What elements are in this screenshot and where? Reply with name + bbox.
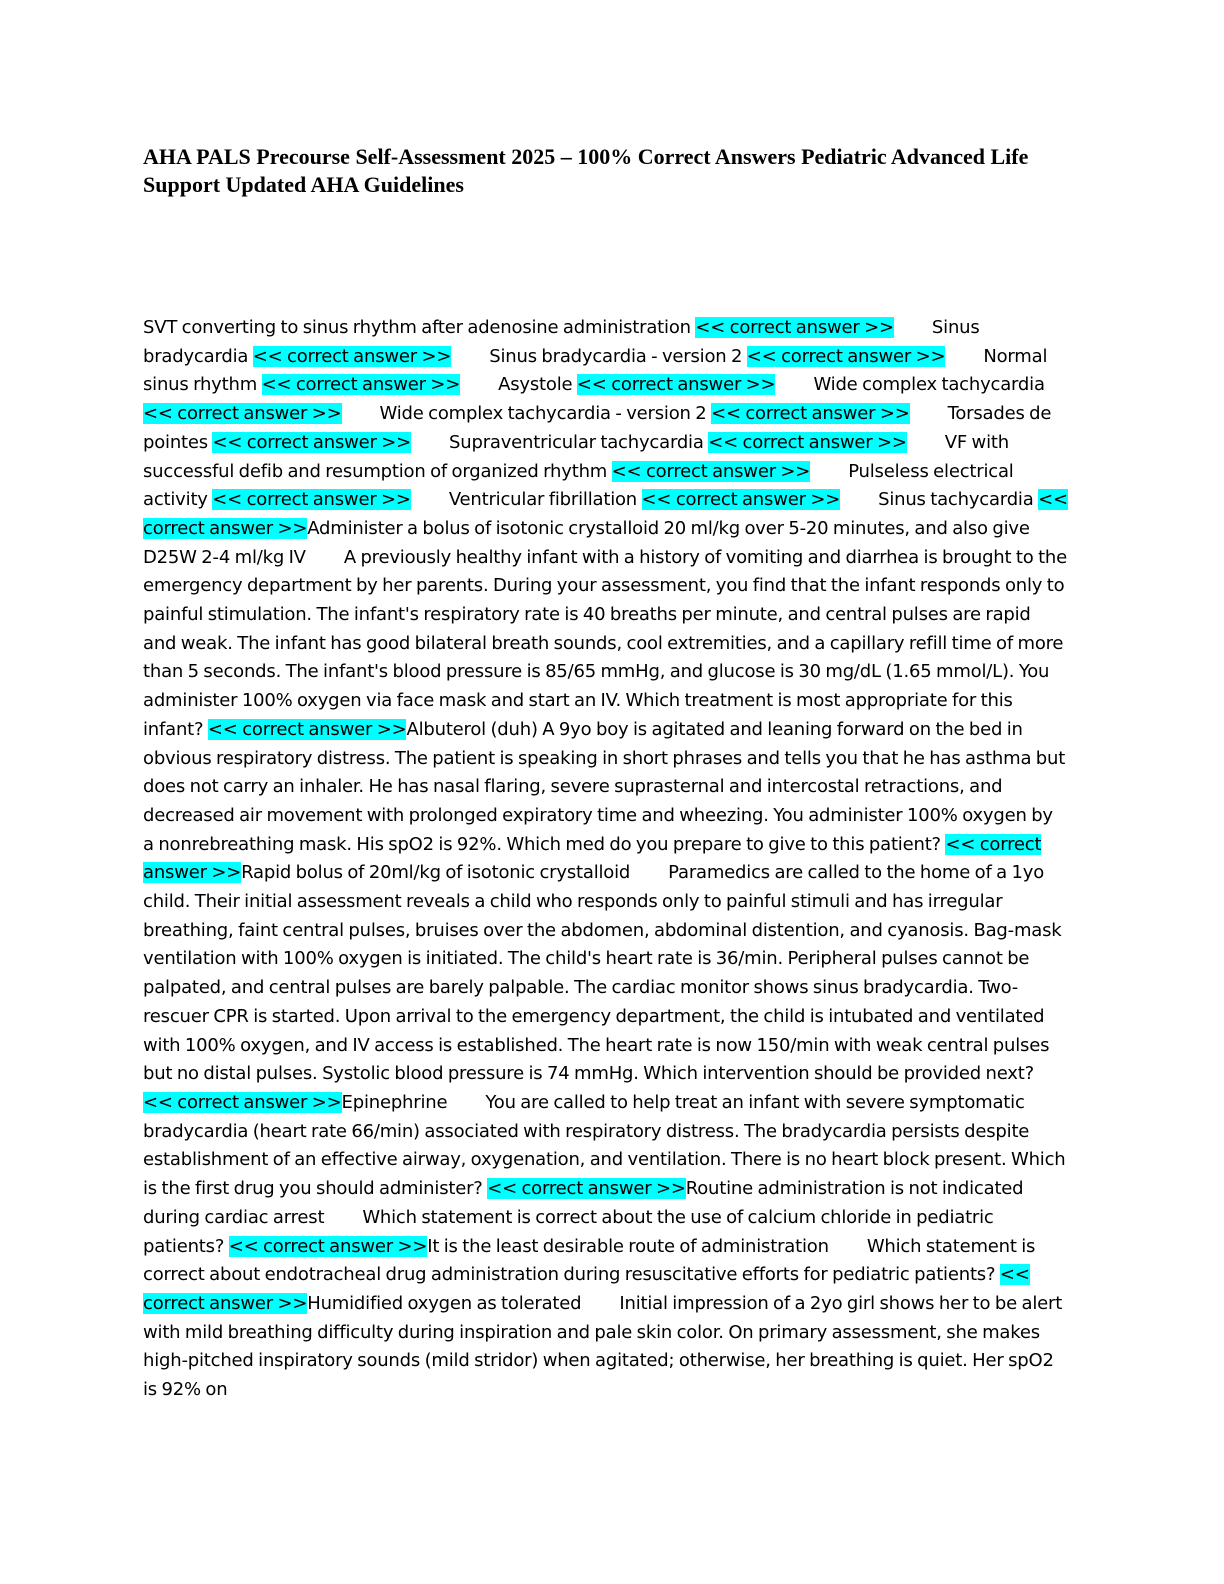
text-segment: Epinephrine xyxy=(341,1091,448,1113)
correct-answer-marker: << correct answer >> xyxy=(708,431,907,453)
correct-answer-marker: << correct answer >> xyxy=(611,460,811,482)
text-segment: Humidified oxygen as tolerated xyxy=(307,1292,582,1314)
correct-answer-marker: << correct answer >> xyxy=(261,374,461,396)
correct-answer-marker: << correct answer >> xyxy=(228,1235,428,1257)
correct-answer-marker: << correct answer >> xyxy=(212,431,412,453)
correct-answer-marker: << correct answer >> xyxy=(695,317,894,338)
text-segment: Pulseless electrical activity xyxy=(143,460,1014,511)
text-segment: A previously healthy infant with a history of vomiting and diarrhea is brought to the emergency department by her parents. During your assessment, you find that the infant responds only to painful stimulation. The infant's respiratory rate is 40 breaths per minute, and central pulses are rapid and weak. The infant has good bilateral breath sounds, cool extremities, and a capillary refill time of more than 5 seconds. The infant's blood pressure is 85/65 mmHg, and glucose is 30 mg/dL (1.65 mmol/L). You administer 100% oxygen via face mask and start an IV. Which treatment is most appropriate for this infant? xyxy=(143,546,1068,740)
text-segment: Supraventricular tachycardia xyxy=(449,431,709,453)
text-segment: Rapid bolus of 20ml/kg of isotonic crystalloid xyxy=(241,862,631,884)
text-segment: Normal sinus rhythm xyxy=(143,345,1048,396)
correct-answer-marker: << correct answer >> xyxy=(252,345,452,367)
correct-answer-marker: << correct answer >> xyxy=(576,374,776,396)
correct-answer-marker: << correct answer >> xyxy=(487,1178,686,1200)
correct-answer-marker: << correct answer >> xyxy=(143,833,1042,884)
text-segment: Routine administration is not indicated during cardiac arrest xyxy=(143,1178,1024,1228)
correct-answer-marker: << correct answer >> xyxy=(746,345,946,367)
correct-answer-marker: << correct answer >> xyxy=(143,1091,342,1113)
correct-answer-marker: << correct answer >> xyxy=(143,403,342,425)
text-segment: Wide complex tachycardia xyxy=(813,374,1045,396)
text-segment: Initial impression of a 2yo girl shows her to be alert with mild breathing difficulty during inspiration and pale skin color. On primary assessment, she makes high-pitched inspiratory sounds (mild stridor) when agitated; otherwise, her breathing is quiet. Her spO2 is 92% on xyxy=(143,1292,1063,1401)
text-segment: Sinus bradycardia xyxy=(143,317,980,367)
correct-answer-marker: << correct answer >> xyxy=(143,1264,1030,1314)
text-segment: SVT converting to sinus rhythm after adenosine administration xyxy=(143,317,696,338)
correct-answer-marker: << correct answer >> xyxy=(207,718,407,740)
document-title: AHA PALS Precourse Self-Assessment 2025 – 100% Correct Answers Pediatric Advanced Life Support Updated AHA Guidelines xyxy=(143,144,1029,197)
text-segment: Sinus bradycardia - version 2 xyxy=(489,345,747,367)
text-segment: Ventricular fibrillation xyxy=(448,489,642,511)
text-segment: Albuterol (duh) A 9yo boy is agitated and leaning forward on the bed in obvious respiratory distress. The patient is speaking in short phrases and tells you that he has asthma but does not carry an inhaler. He has nasal flaring, severe suprasternal and intercostal retractions, and decreased air movement with prolonged expiratory time and wheezing. You administer 100% oxygen by a nonrebreathing mask. His spO2 is 92%. Which med do you prepare to give to this patient? xyxy=(143,718,1066,855)
correct-answer-marker: << correct answer >> xyxy=(143,489,1068,539)
text-segment: You are called to help treat an infant with severe symptomatic bradycardia (heart rate 66/min) associated with respiratory distress. The bradycardia persists despite establishment of an effective airway, oxygenation, and ventilation. There is no heart block present. Which is the first drug you should administer? xyxy=(143,1091,1066,1200)
document-body xyxy=(143,314,1068,1405)
text-segment: Paramedics are called to the home of a 1yo child. Their initial assessment reveals a child who responds only to painful stimuli and has irregular breathing, faint central pulses, bruises over the abdomen, abdominal distention, and cyanosis. Bag-mask ventilation with 100% oxygen is initiated. The child's heart rate is 36/min. Peripheral pulses cannot be palpated, and central pulses are barely palpable. The cardiac monitor shows sinus bradycardia. Two-rescuer CPR is started. Upon arrival to the emergency department, the child is intubated and ventilated with 100% oxygen, and IV access is established. The heart rate is now 150/min with weak central pulses but no distal pulses. Systolic blood pressure is 74 mmHg. Which intervention should be provided next? xyxy=(143,862,1062,1085)
correct-answer-marker: << correct answer >> xyxy=(641,489,841,511)
correct-answer-marker: << correct answer >> xyxy=(711,403,910,425)
text-segment: Wide complex tachycardia - version 2 xyxy=(379,403,712,425)
correct-answer-marker: << correct answer >> xyxy=(212,489,411,511)
text-segment: Asystole xyxy=(498,374,577,396)
text-segment: VF with successful defib and resumption of organized rhythm xyxy=(143,431,1009,482)
text-segment: Administer a bolus of isotonic crystalloid 20 ml/kg over 5-20 minutes, and also give D25W 2-4 ml/kg IV xyxy=(143,517,1030,568)
text-segment: Which statement is correct about the use of calcium chloride in pediatric patients? xyxy=(143,1206,994,1257)
text-segment: Which statement is correct about endotracheal drug administration during resuscitative efforts for pediatric patients? xyxy=(143,1235,1036,1286)
text-segment: Torsades de pointes xyxy=(143,403,1052,453)
text-segment: Sinus tachycardia xyxy=(878,489,1039,511)
text-segment: It is the least desirable route of administration xyxy=(427,1235,829,1257)
